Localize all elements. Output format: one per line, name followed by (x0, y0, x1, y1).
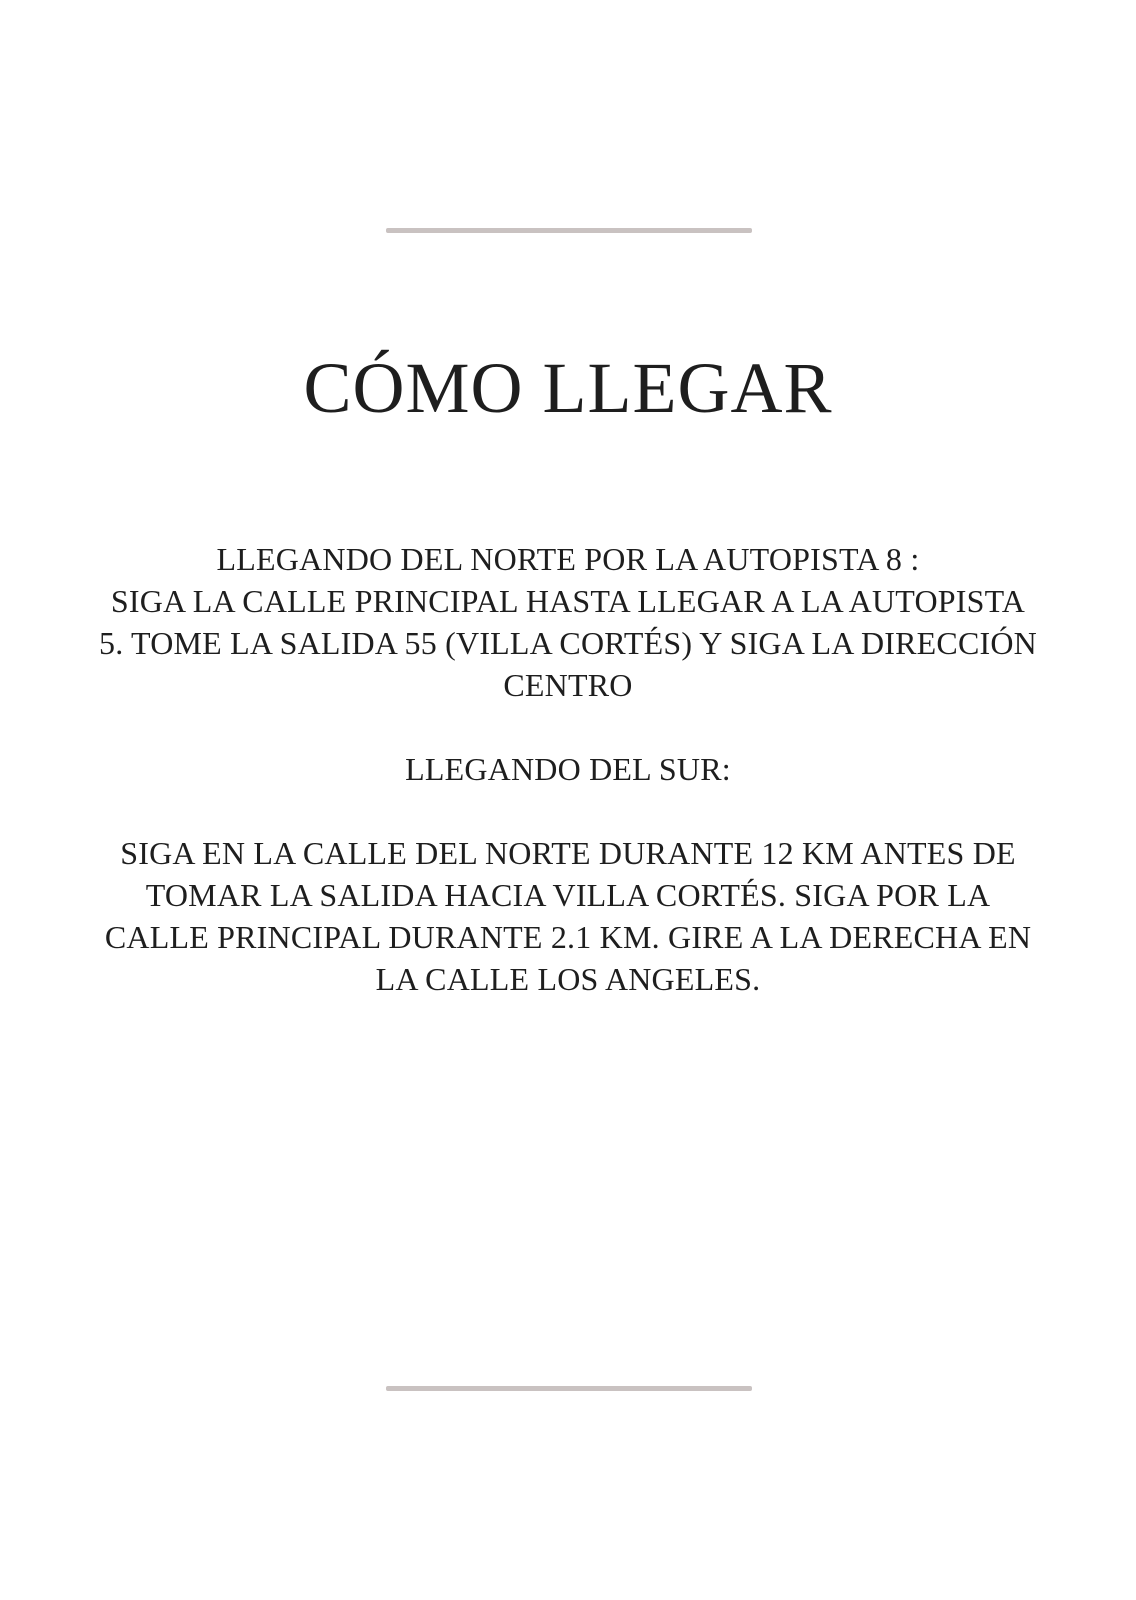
section-spacer (60, 706, 1076, 748)
south-line-2: TOMAR LA SALIDA HACIA VILLA CORTÉS. SIGA POR LA (145, 877, 991, 913)
top-divider (386, 228, 752, 233)
page-title: CÓMO LLEGAR (303, 348, 833, 428)
south-heading: LLEGANDO DEL SUR: (405, 751, 731, 787)
north-directions (60, 538, 1076, 706)
directions-content (60, 538, 1076, 1000)
south-line-4: LA CALLE LOS ANGELES. (375, 961, 761, 997)
north-line-2: 5. TOME LA SALIDA 55 (VILLA CORTÉS) Y SIGA LA DIRECCIÓN (99, 625, 1037, 661)
north-line-1: SIGA LA CALLE PRINCIPAL HASTA LLEGAR A LA AUTOPISTA (110, 583, 1026, 619)
south-directions (60, 748, 1076, 1000)
bottom-divider (386, 1386, 752, 1391)
south-line-3: CALLE PRINCIPAL DURANTE 2.1 KM. GIRE A LA DERECHA EN (104, 919, 1032, 955)
heading-spacer (60, 790, 1076, 832)
south-line-1: SIGA EN LA CALLE DEL NORTE DURANTE 12 KM ANTES DE (120, 835, 1016, 871)
north-line-3: CENTRO (503, 667, 633, 703)
north-heading: LLEGANDO DEL NORTE POR LA AUTOPISTA 8 : (216, 541, 920, 577)
